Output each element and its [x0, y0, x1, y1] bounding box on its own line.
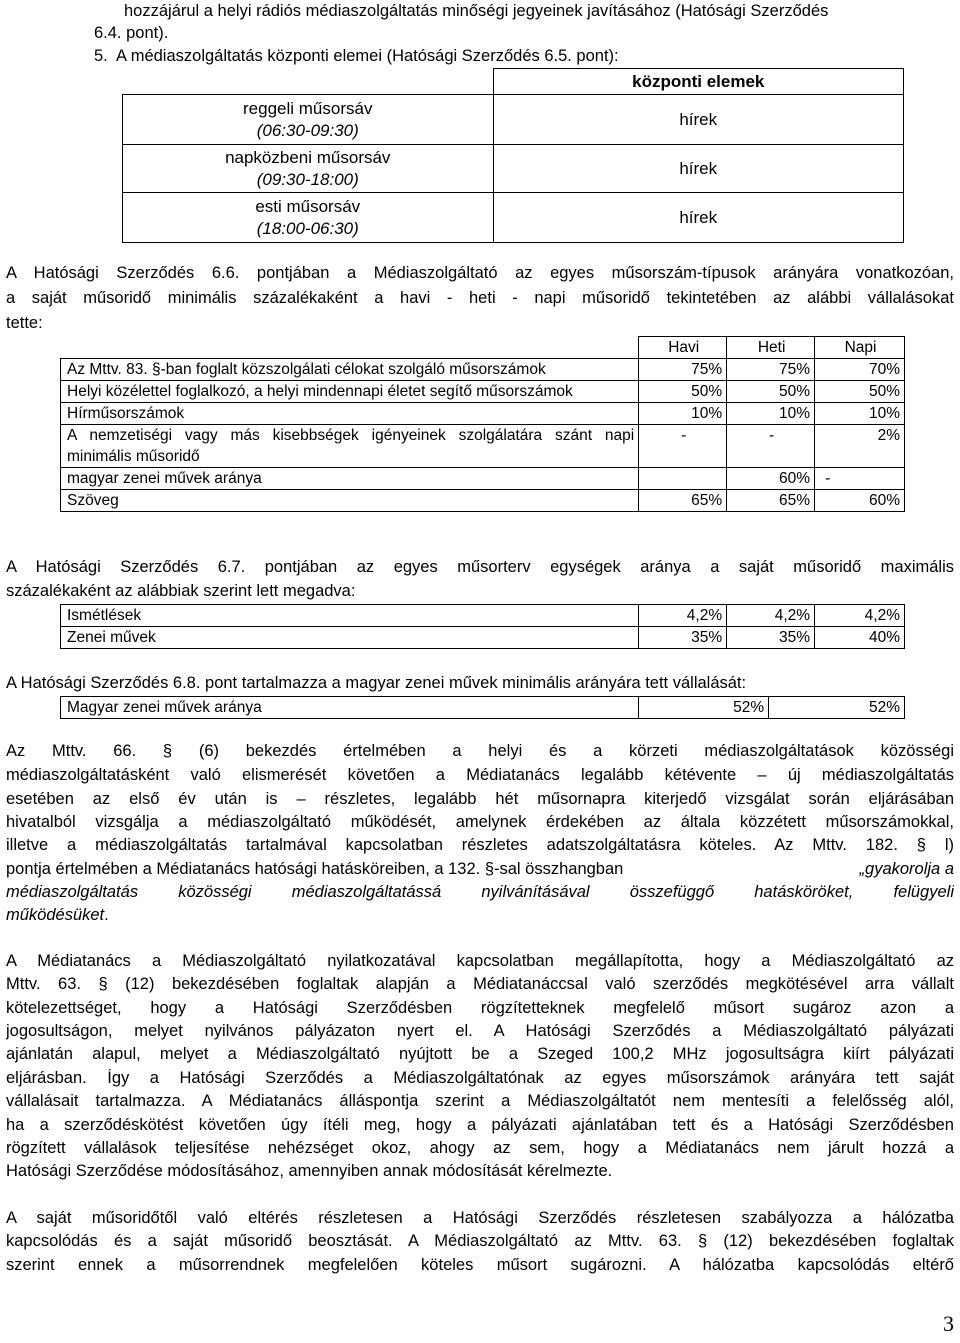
row-label: Zenei művek [61, 627, 639, 649]
table-row [61, 403, 905, 425]
row-label: Helyi közélettel foglalkozó, a helyi mindennapi életet segítő műsorszámok [61, 381, 639, 403]
value-napi: 10% [815, 403, 905, 425]
para4-line4: hivatalból vizsgálja a médiaszolgáltató működését, amelynek érdekében az általa közzétett műsorszámokkal, [6, 813, 954, 831]
slot-time: (09:30-18:00) [256, 169, 359, 189]
value-2: 52% [769, 697, 905, 719]
para4-italic-end: működésüket [6, 906, 105, 924]
value-napi: 70% [815, 359, 905, 381]
intro-line-2: 6.4. pont). [94, 24, 169, 42]
para5-line10: Hatósági Szerződése módosításához, amennyiben annak módosítását kérelmezte. [6, 1162, 613, 1180]
value-napi: - [815, 468, 905, 490]
value-heti: 60% [727, 468, 815, 490]
para5-line5: ajánlatán alapul, melyet a Médiaszolgáltató nyújtott be a Szeged 100,2 MHz jogosultságra kiírt pályázati [6, 1045, 954, 1063]
max-ratio-table [60, 604, 905, 649]
para4-line1: Az Mttv. 66. § (6) bekezdés értelmében a helyi és a körzeti médiaszolgáltatások közösségi [6, 742, 954, 760]
value-heti: - [727, 425, 815, 468]
slot-name: reggeli műsorsáv [243, 98, 373, 118]
row-label: Hírműsorszámok [61, 403, 639, 425]
para4-line3: esetében az első év után is – részletes, legalább hét műsornapra kiterjedő vizsgálat során eljárásában [6, 790, 954, 808]
value-napi: 50% [815, 381, 905, 403]
value-havi: 65% [639, 490, 727, 512]
table-row [61, 697, 905, 719]
para1-line1: A Hatósági Szerződés 6.6. pontjában a Médiaszolgáltató az egyes műsorszám-típusok arányára vonatkozóan, [6, 264, 954, 282]
para6-line3: szerint ennek a műsorrendnek megfelelően köteles műsort sugározni. A hálózatba kapcsolódás eltérő [6, 1256, 954, 1274]
value-havi: 50% [639, 381, 727, 403]
value-napi: 2% [815, 425, 905, 468]
value-heti: 75% [727, 359, 815, 381]
para4-line5: illetve a médiaszolgáltatás tartalmával kapcsolatban részletes adatszolgáltatásra köteles. Az Mttv. 182. § l) [6, 836, 954, 854]
table-row [61, 468, 905, 490]
value-1: 52% [639, 697, 769, 719]
value-heti: 4,2% [727, 605, 815, 627]
value-havi [639, 468, 727, 490]
para4-line6-text: pontja értelmében a Médiatanács hatósági hatásköreiben, a 132. §-sal összhangban [6, 860, 624, 878]
slot-morning [123, 95, 494, 145]
value-heti: 35% [727, 627, 815, 649]
row-label: Szöveg [61, 490, 639, 512]
para5-line2: Mttv. 63. § (12) bekezdésében foglaltak alapján a Médiatanáccsal való szerződés megkötésével arra vállalt [6, 975, 954, 993]
row-label: magyar zenei művek aránya [61, 468, 639, 490]
para5-line7: vállalásait tartalmazza. A Médiatanács álláspontja szerint a Médiaszolgáltatót nem mentesíti a felelősség alól, [6, 1092, 954, 1110]
para1-line2: a saját műsoridő minimális százalékaként a havi - heti - napi műsoridő tekintetében az alábbi vállalásokat [6, 289, 954, 307]
row-label: Ismétlések [61, 605, 639, 627]
para6-line1: A saját műsoridőtől való eltérés részletesen a Hatósági Szerződés részletesen szabályozza a hálózatba [6, 1209, 954, 1227]
value-havi: 35% [639, 627, 727, 649]
table-row [61, 359, 905, 381]
value-heti: 10% [727, 403, 815, 425]
table-row [61, 627, 905, 649]
intro-line-1: hozzájárul a helyi rádiós médiaszolgáltatás minőségi jegyeinek javításához (Hatósági Szerződés [124, 2, 829, 20]
para1-line3: tette: [6, 314, 43, 332]
table-row [61, 605, 905, 627]
slot-value: hírek [493, 95, 904, 145]
para4-italic-line: médiaszolgáltatás közösségi médiaszolgáltatássá nyilvánításával összefüggő hatásköröket, felügyeli [6, 883, 954, 901]
col-heti: Heti [727, 337, 815, 359]
value-napi: 4,2% [815, 605, 905, 627]
row-label: A nemzetiségi vagy más kisebbségek igényeinek szolgálatára szánt napi minimális műsoridő [61, 425, 639, 468]
table-row [61, 490, 905, 512]
slot-value: hírek [493, 193, 904, 243]
program-ratio-table [60, 336, 905, 512]
row-label: Az Mttv. 83. §-ban foglalt közszolgálati célokat szolgáló műsorszámok [61, 359, 639, 381]
para2-line1: A Hatósági Szerződés 6.7. pontjában az egyes műsorterv egységek aránya a saját műsoridő maximális [6, 558, 954, 576]
slot-name: napközbeni műsorsáv [225, 147, 391, 167]
core-elements-table [122, 68, 904, 243]
slot-value: hírek [493, 145, 904, 193]
para2-line2: százalékaként az alábbiak szerint lett megadva: [6, 582, 356, 600]
table-row [61, 425, 905, 468]
para5-line1: A Médiatanács a Médiaszolgáltató nyilatkozatával kapcsolatban megállapította, hogy a Médiaszolgáltató az [6, 952, 954, 970]
page-number: 3 [943, 1311, 954, 1336]
slot-time: (18:00-06:30) [256, 218, 359, 238]
col-napi: Napi [815, 337, 905, 359]
value-havi: - [639, 425, 727, 468]
intro-line-3: 5. A médiaszolgáltatás központi elemei (Hatósági Szerződés 6.5. pont): [94, 47, 619, 65]
value-napi: 60% [815, 490, 905, 512]
value-heti: 50% [727, 381, 815, 403]
para4-line2: médiaszolgáltatásként való elismerését követően a Médiatanács legalább kétévente – új médiaszolgáltatás [6, 766, 954, 784]
value-heti: 65% [727, 490, 815, 512]
slot-daytime [123, 145, 494, 193]
para5-line8: ha a szerződéskötést követően úgy ítéli meg, hogy a pályázati ajánlatában tett és a Hatósági Szerződésben [6, 1116, 954, 1134]
para4-last-line [6, 906, 109, 925]
value-havi: 75% [639, 359, 727, 381]
value-havi: 10% [639, 403, 727, 425]
para5-line6: eljárásban. Így a Hatósági Szerződés a Médiaszolgáltatónak az egyes műsorszámok arányára tett saját [6, 1069, 954, 1087]
table-row [61, 381, 905, 403]
para4-period: . [104, 906, 109, 924]
para4-quote-start: „gyakorolja a [859, 860, 954, 878]
para4-line6 [6, 860, 954, 884]
para6-line2: kapcsolódás és a saját műsoridő beosztását. A Médiaszolgáltató az Mttv. 63. § (12) bekezdésében foglaltak [6, 1232, 954, 1250]
slot-evening [123, 193, 494, 243]
para3-line1: A Hatósági Szerződés 6.8. pont tartalmazza a magyar zenei művek minimális arányára tett vállalását: [6, 674, 747, 692]
para5-line3: kötelezettséget, hogy a Hatósági Szerződésben rögzítetteknek megfelelő műsort sugároz azon a [6, 999, 954, 1017]
para5-line4: jogosultságon, melyet nyilvános pályázaton nyert el. A Hatósági Szerződés a Médiaszolgáltató pályázati [6, 1022, 954, 1040]
value-napi: 40% [815, 627, 905, 649]
hungarian-music-table [60, 696, 905, 719]
slot-time: (06:30-09:30) [256, 120, 359, 140]
slot-name: esti műsorsáv [255, 196, 361, 216]
core-elements-header: központi elemek [493, 69, 904, 95]
value-havi: 4,2% [639, 605, 727, 627]
para5-line9: rögzített vállalások teljesítése nehézséget okoz, ahogy az sem, hogy a Médiatanács nem járult hozzá a [6, 1139, 954, 1157]
row-label: Magyar zenei művek aránya [61, 697, 639, 719]
col-havi: Havi [639, 337, 727, 359]
